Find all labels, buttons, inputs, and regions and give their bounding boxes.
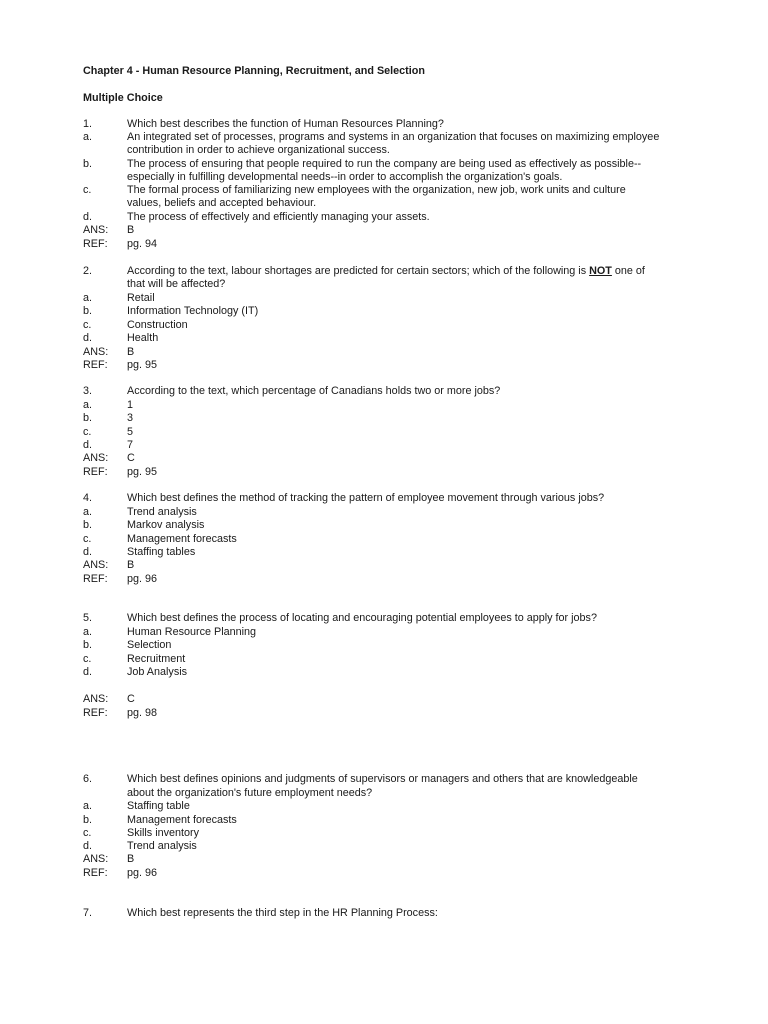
question-stem: Which best defines opinions and judgments of supervisors or managers and others that are knowledgeable bbox=[127, 773, 638, 785]
option-d: Job Analysis bbox=[127, 666, 188, 678]
option-label: b. bbox=[83, 814, 93, 826]
option-d: 7 bbox=[127, 439, 134, 451]
option-label: a. bbox=[83, 506, 93, 518]
reference-label: REF: bbox=[83, 359, 108, 371]
option-d: Health bbox=[127, 332, 159, 344]
reference-value: pg. 94 bbox=[127, 238, 158, 250]
question-stem: Which best describes the function of Human Resources Planning? bbox=[127, 118, 444, 130]
option-a: 1 bbox=[127, 399, 134, 411]
answer-value: B bbox=[127, 224, 135, 236]
option-c: Construction bbox=[127, 319, 188, 331]
option-b: Management forecasts bbox=[127, 814, 237, 826]
option-label: c. bbox=[83, 319, 92, 331]
option-label: c. bbox=[83, 426, 92, 438]
option-c: Management forecasts bbox=[127, 533, 237, 545]
option-label: b. bbox=[83, 305, 93, 317]
question-number: 7. bbox=[83, 907, 93, 919]
option-b-cont: especially in fulfilling developmental needs--in order to accomplish the organization's goals. bbox=[127, 171, 563, 183]
answer-label: ANS: bbox=[83, 346, 109, 358]
option-a: Trend analysis bbox=[127, 506, 197, 518]
answer-value: B bbox=[127, 853, 135, 865]
option-label: c. bbox=[83, 533, 92, 545]
option-label: d. bbox=[83, 211, 93, 223]
reference-label: REF: bbox=[83, 466, 108, 478]
option-label: d. bbox=[83, 332, 93, 344]
reference-value: pg. 98 bbox=[127, 707, 158, 719]
option-c: 5 bbox=[127, 426, 134, 438]
reference-label: REF: bbox=[83, 573, 108, 585]
answer-value: C bbox=[127, 693, 135, 705]
option-c: Recruitment bbox=[127, 653, 186, 665]
option-d: Trend analysis bbox=[127, 840, 197, 852]
reference-label: REF: bbox=[83, 707, 108, 719]
option-label: a. bbox=[83, 399, 93, 411]
question-number: 3. bbox=[83, 385, 93, 397]
reference-value: pg. 95 bbox=[127, 466, 158, 478]
answer-label: ANS: bbox=[83, 693, 109, 705]
option-label: b. bbox=[83, 519, 93, 531]
question-number: 5. bbox=[83, 612, 93, 624]
reference-value: pg. 96 bbox=[127, 867, 158, 879]
answer-label: ANS: bbox=[83, 853, 109, 865]
option-a: Staffing table bbox=[127, 800, 190, 812]
answer-label: ANS: bbox=[83, 452, 109, 464]
option-c: Skills inventory bbox=[127, 827, 200, 839]
option-a: Human Resource Planning bbox=[127, 626, 257, 638]
reference-label: REF: bbox=[83, 238, 108, 250]
option-label: c. bbox=[83, 653, 92, 665]
question-stem: Which best defines the method of tracking the pattern of employee movement through various jobs? bbox=[127, 492, 605, 504]
option-label: d. bbox=[83, 439, 93, 451]
stem-text: According to the text, labour shortages are predicted for certain sectors; which of the following is bbox=[127, 265, 590, 277]
option-b: Markov analysis bbox=[127, 519, 205, 531]
option-a: Retail bbox=[127, 292, 155, 304]
section-heading: Multiple Choice bbox=[83, 92, 163, 104]
answer-value: B bbox=[127, 559, 135, 571]
question-stem bbox=[127, 265, 645, 278]
option-b: The process of ensuring that people required to run the company are being used as effectively as possible-- bbox=[127, 158, 642, 170]
option-label: a. bbox=[83, 131, 93, 143]
option-label: c. bbox=[83, 827, 92, 839]
question-number: 2. bbox=[83, 265, 93, 277]
option-label: b. bbox=[83, 412, 93, 424]
option-c: The formal process of familiarizing new employees with the organization, new job, work units and culture bbox=[127, 184, 626, 196]
option-c-cont: values, beliefs and accepted behaviour. bbox=[127, 197, 317, 209]
option-label: a. bbox=[83, 626, 93, 638]
reference-value: pg. 96 bbox=[127, 573, 158, 585]
option-label: d. bbox=[83, 840, 93, 852]
answer-label: ANS: bbox=[83, 224, 109, 236]
option-label: a. bbox=[83, 292, 93, 304]
question-number: 4. bbox=[83, 492, 93, 504]
answer-value: C bbox=[127, 452, 135, 464]
option-label: d. bbox=[83, 666, 93, 678]
option-label: a. bbox=[83, 800, 93, 812]
question-stem-cont: that will be affected? bbox=[127, 278, 226, 290]
question-number: 6. bbox=[83, 773, 93, 785]
document-title: Chapter 4 - Human Resource Planning, Recruitment, and Selection bbox=[83, 65, 425, 77]
answer-value: B bbox=[127, 346, 135, 358]
stem-text-end: one of bbox=[611, 265, 645, 277]
option-label: b. bbox=[83, 158, 93, 170]
option-b: Information Technology (IT) bbox=[127, 305, 259, 317]
question-stem: Which best defines the process of locating and encouraging potential employees to apply for jobs? bbox=[127, 612, 597, 624]
option-b: 3 bbox=[127, 412, 134, 424]
question-stem: According to the text, which percentage of Canadians holds two or more jobs? bbox=[127, 385, 501, 397]
answer-label: ANS: bbox=[83, 559, 109, 571]
question-number: 1. bbox=[83, 118, 93, 130]
question-stem: Which best represents the third step in the HR Planning Process: bbox=[127, 907, 438, 919]
not-emphasis: NOT bbox=[589, 265, 612, 277]
reference-value: pg. 95 bbox=[127, 359, 158, 371]
option-label: c. bbox=[83, 184, 92, 196]
option-a-cont: contribution in order to achieve organizational success. bbox=[127, 144, 390, 156]
option-label: d. bbox=[83, 546, 93, 558]
option-a: An integrated set of processes, programs and systems in an organization that focuses on maximizing employee bbox=[127, 131, 660, 143]
option-label: b. bbox=[83, 639, 93, 651]
reference-label: REF: bbox=[83, 867, 108, 879]
option-b: Selection bbox=[127, 639, 172, 651]
option-d: Staffing tables bbox=[127, 546, 196, 558]
question-stem-cont: about the organization's future employment needs? bbox=[127, 787, 373, 799]
option-d: The process of effectively and efficiently managing your assets. bbox=[127, 211, 430, 223]
